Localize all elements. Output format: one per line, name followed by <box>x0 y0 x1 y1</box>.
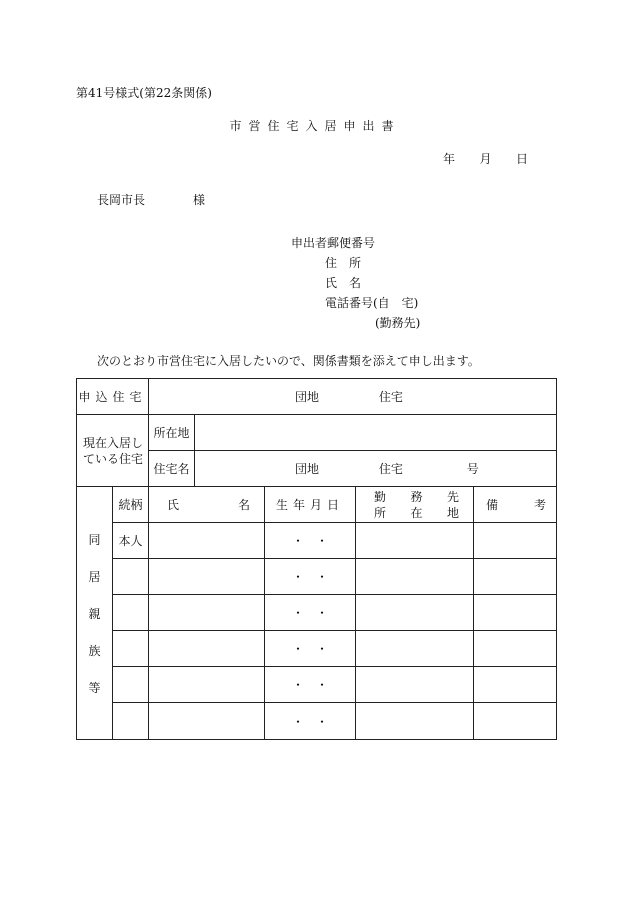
family-row <box>77 703 557 740</box>
name-label: 氏 名 <box>325 276 362 290</box>
birthdate-cell[interactable]: ・ ・ <box>265 667 356 703</box>
col-remarks: 備 考 <box>474 487 557 523</box>
current-jutaku-label: 住宅 <box>378 462 403 476</box>
family-row <box>77 523 557 559</box>
birthdate-cell[interactable]: ・ ・ <box>265 631 356 667</box>
postal-code-label: 申出者郵便番号 <box>291 236 376 250</box>
family-header-row <box>77 487 557 523</box>
addressee <box>97 193 205 207</box>
current-location-row <box>77 415 557 451</box>
statement-text: 次のとおり市営住宅に入居したいので、関係書類を添えて申し出ます。 <box>97 354 480 368</box>
name-cell[interactable] <box>149 631 265 667</box>
remarks-cell[interactable] <box>474 703 557 740</box>
remarks-cell[interactable] <box>474 667 557 703</box>
apply-danchi-label: 団地 <box>295 390 320 404</box>
relation-cell[interactable] <box>113 595 149 631</box>
year-label: 年 <box>443 152 456 166</box>
name-cell[interactable] <box>149 703 265 740</box>
birthdate-cell[interactable]: ・ ・ <box>265 703 356 740</box>
relation-cell[interactable] <box>113 703 149 740</box>
workplace-cell[interactable] <box>356 703 474 740</box>
relation-cell[interactable] <box>113 559 149 595</box>
location-label: 所在地 <box>149 415 195 451</box>
name-cell[interactable] <box>149 595 265 631</box>
current-danchi-label: 団地 <box>295 462 320 476</box>
month-label: 月 <box>479 152 492 166</box>
birthdate-cell[interactable]: ・ ・ <box>265 559 356 595</box>
family-row <box>77 595 557 631</box>
name-cell[interactable] <box>149 523 265 559</box>
family-row <box>77 559 557 595</box>
current-house-name-row <box>77 451 557 487</box>
current-housing-label: 現在入居し ている住宅 <box>77 415 149 487</box>
apply-housing-label: 申込住宅 <box>77 379 149 415</box>
remarks-cell[interactable] <box>474 631 557 667</box>
workplace-cell[interactable] <box>356 523 474 559</box>
relation-cell[interactable]: 本人 <box>113 523 149 559</box>
house-name-field[interactable] <box>195 451 557 487</box>
date-field[interactable] <box>443 152 528 166</box>
col-workplace: 勤 務 先 所 在 地 <box>356 487 474 523</box>
day-label: 日 <box>515 152 528 166</box>
name-cell[interactable] <box>149 667 265 703</box>
form-title: 市営住宅入居申出書 <box>229 119 401 133</box>
home-phone-label: 電話番号(自 宅) <box>325 296 419 310</box>
addressee-suffix: 様 <box>193 193 206 207</box>
col-name: 氏 名 <box>149 487 265 523</box>
family-label: 同 居 親 族 等 <box>77 487 113 740</box>
workplace-cell[interactable] <box>356 595 474 631</box>
house-name-label: 住宅名 <box>149 451 195 487</box>
applicant-block <box>291 233 420 333</box>
birthdate-cell[interactable]: ・ ・ <box>265 523 356 559</box>
form-number: 第41号様式(第22条関係) <box>76 86 212 100</box>
birthdate-cell[interactable]: ・ ・ <box>265 595 356 631</box>
apply-housing-row <box>77 379 557 415</box>
family-row <box>77 667 557 703</box>
col-birthdate: 生年月日 <box>265 487 356 523</box>
name-cell[interactable] <box>149 559 265 595</box>
apply-housing-field[interactable] <box>149 379 557 415</box>
workplace-cell[interactable] <box>356 559 474 595</box>
application-table <box>76 378 557 740</box>
family-row <box>77 631 557 667</box>
addressee-name: 長岡市長 <box>97 193 146 207</box>
work-phone-label: (勤務先) <box>375 316 421 330</box>
current-go-label: 号 <box>466 462 479 476</box>
location-field[interactable] <box>195 415 557 451</box>
col-relation: 続柄 <box>113 487 149 523</box>
relation-cell[interactable] <box>113 631 149 667</box>
workplace-cell[interactable] <box>356 631 474 667</box>
remarks-cell[interactable] <box>474 559 557 595</box>
remarks-cell[interactable] <box>474 595 557 631</box>
apply-jutaku-label: 住宅 <box>378 390 403 404</box>
remarks-cell[interactable] <box>474 523 557 559</box>
relation-cell[interactable] <box>113 667 149 703</box>
workplace-cell[interactable] <box>356 667 474 703</box>
address-label: 住 所 <box>325 256 362 270</box>
